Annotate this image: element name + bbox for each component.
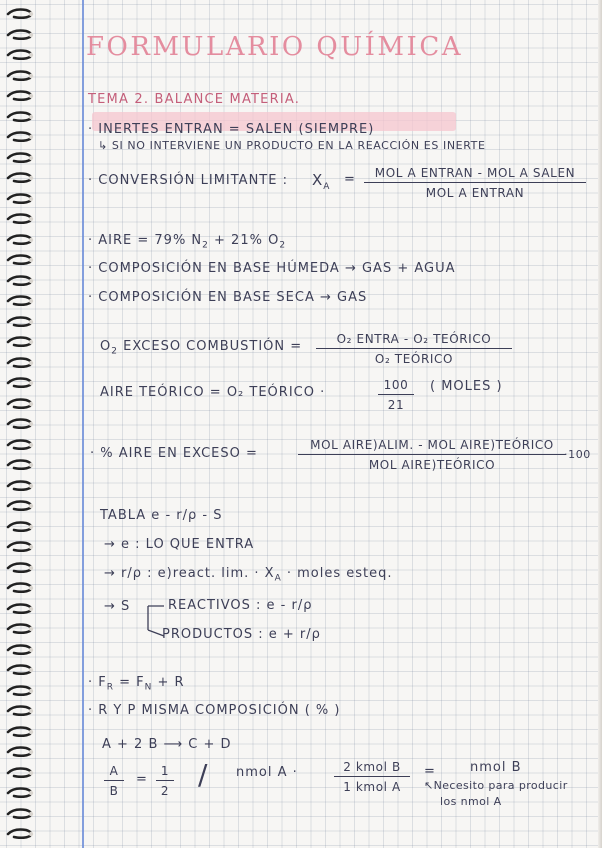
spiral-coil bbox=[6, 603, 34, 614]
spiral-coil bbox=[6, 295, 34, 306]
conversion-factor-numerator: 2 kmol B bbox=[334, 760, 410, 777]
conversion-label: · CONVERSIÓN LIMITANTE : bbox=[88, 173, 288, 188]
page-title: FORMULARIO QUÍMICA bbox=[86, 32, 463, 62]
result-note-line-2: los nmol A bbox=[440, 795, 502, 808]
result-equals: = bbox=[424, 764, 436, 779]
aire-exceso-fraction bbox=[298, 438, 566, 472]
spiral-coil bbox=[6, 398, 34, 409]
page-edge bbox=[598, 0, 602, 848]
spiral-coil bbox=[6, 172, 34, 183]
ratio-numerator: A bbox=[104, 764, 124, 781]
aire-exceso-numerator: MOL AIRE)ALIM. - MOL AIRE)TEÓRICO bbox=[298, 438, 566, 455]
spiral-coil bbox=[6, 29, 34, 40]
spiral-coil bbox=[6, 49, 34, 60]
aire-teorico-unit: ( MOLES ) bbox=[430, 379, 503, 394]
spiral-coil bbox=[6, 746, 34, 757]
nmol-a-term: nmol A · bbox=[236, 765, 298, 780]
spiral-coil bbox=[6, 644, 34, 655]
ratio-value-fraction bbox=[156, 764, 174, 798]
ratio-value-numerator: 1 bbox=[156, 764, 174, 781]
spiral-coil bbox=[6, 685, 34, 696]
spiral-coil bbox=[6, 234, 34, 245]
spiral-binding bbox=[0, 0, 38, 848]
spiral-coil bbox=[6, 582, 34, 593]
tabla-e-line: → e : LO QUE ENTRA bbox=[104, 537, 255, 552]
aire-exceso-denominator: MOL AIRE)TEÓRICO bbox=[368, 458, 496, 472]
ratio-fraction bbox=[104, 764, 124, 798]
aire-teorico-denominator: 21 bbox=[387, 398, 405, 412]
spiral-coil bbox=[6, 70, 34, 81]
spiral-coil bbox=[6, 726, 34, 737]
spiral-coil bbox=[6, 828, 34, 839]
spiral-coil bbox=[6, 418, 34, 429]
spiral-coil bbox=[6, 111, 34, 122]
spiral-coil bbox=[6, 439, 34, 450]
o2-exceso-fraction bbox=[316, 332, 512, 366]
aire-composition: · AIRE = 79% $N_2 + 21\%$ $O_2$ bbox=[88, 233, 287, 251]
o2-exceso-label: $O_2$ EXCESO COMBUSTIÓN = bbox=[100, 339, 303, 357]
spiral-coil bbox=[6, 521, 34, 532]
spiral-coil bbox=[6, 316, 34, 327]
spiral-coil bbox=[6, 8, 34, 19]
separator-slash: / bbox=[198, 758, 209, 791]
spiral-coil bbox=[6, 787, 34, 798]
o2-exceso-numerator: O₂ ENTRA - O₂ TEÓRICO bbox=[316, 332, 512, 349]
aire-exceso-label: · % AIRE EN EXCESO = bbox=[90, 446, 258, 461]
spiral-coil bbox=[6, 275, 34, 286]
ratio-denominator: B bbox=[109, 784, 119, 798]
conversion-var: $X_A$ bbox=[312, 171, 331, 192]
spiral-coil bbox=[6, 336, 34, 347]
tabla-productos-line: PRODUCTOS : e + r/ρ bbox=[162, 627, 321, 642]
aire-exceso-multiplier: ·100 bbox=[564, 448, 591, 461]
result-note-line-1: ↖Necesito para producir bbox=[424, 779, 568, 792]
spiral-coil bbox=[6, 152, 34, 163]
ratio-equals: = bbox=[136, 772, 148, 787]
conversion-denominator: MOL A ENTRAN bbox=[425, 186, 525, 200]
spiral-coil bbox=[6, 562, 34, 573]
spiral-coil bbox=[6, 254, 34, 265]
tabla-s-line: → S bbox=[104, 599, 131, 614]
spiral-coil bbox=[6, 808, 34, 819]
spiral-coil bbox=[6, 623, 34, 634]
spiral-coil bbox=[6, 90, 34, 101]
spiral-coil bbox=[6, 377, 34, 388]
aire-teorico-label: AIRE TEÓRICO = O₂ TEÓRICO · bbox=[100, 385, 326, 400]
inertes-note: ↳ SI NO INTERVIENE UN PRODUCTO EN LA REACCIÓN ES INERTE bbox=[98, 139, 486, 152]
flow-equation: · $F_R = F_N + R$ bbox=[88, 675, 185, 693]
composicion-humeda: · COMPOSICIÓN EN BASE HÚMEDA → GAS + AGUA bbox=[88, 261, 456, 276]
aire-teorico-fraction bbox=[378, 378, 414, 412]
ratio-value-denominator: 2 bbox=[160, 784, 170, 798]
conversion-fraction bbox=[364, 166, 586, 200]
spiral-coil bbox=[6, 767, 34, 778]
spiral-coil bbox=[6, 459, 34, 470]
spiral-coil bbox=[6, 541, 34, 552]
conversion-equals: = bbox=[344, 172, 356, 187]
result-value: nmol B bbox=[470, 760, 522, 775]
spiral-coil bbox=[6, 357, 34, 368]
reaction-equation: A + 2 B ⟶ C + D bbox=[102, 737, 232, 752]
conversion-factor-fraction bbox=[334, 760, 410, 794]
aire-teorico-numerator: 100 bbox=[378, 378, 414, 395]
spiral-coil bbox=[6, 193, 34, 204]
spiral-coil bbox=[6, 480, 34, 491]
topic-heading: TEMA 2. BALANCE MATERIA. bbox=[88, 92, 301, 107]
margin-line bbox=[82, 0, 84, 848]
conversion-factor-denominator: 1 kmol A bbox=[343, 780, 401, 794]
o2-exceso-denominator: O₂ TEÓRICO bbox=[374, 352, 454, 366]
spiral-coil bbox=[6, 664, 34, 675]
tabla-line: TABLA e - r/ρ - S bbox=[100, 508, 223, 523]
spiral-coil bbox=[6, 213, 34, 224]
inertes-line: · INERTES ENTRAN = SALEN (SIEMPRE) bbox=[88, 122, 375, 137]
spiral-coil bbox=[6, 131, 34, 142]
conversion-numerator: MOL A ENTRAN - MOL A SALEN bbox=[364, 166, 586, 183]
spiral-coil bbox=[6, 500, 34, 511]
spiral-coil bbox=[6, 705, 34, 716]
composicion-seca: · COMPOSICIÓN EN BASE SECA → GAS bbox=[88, 290, 368, 305]
tabla-reactivos-line: REACTIVOS : e - r/ρ bbox=[168, 598, 313, 613]
tabla-r-line: → r/ρ : e)react. lim. · $X_A$ · moles esteq. bbox=[104, 566, 393, 584]
ryp-line: · R Y P MISMA COMPOSICIÓN ( % ) bbox=[88, 703, 341, 718]
